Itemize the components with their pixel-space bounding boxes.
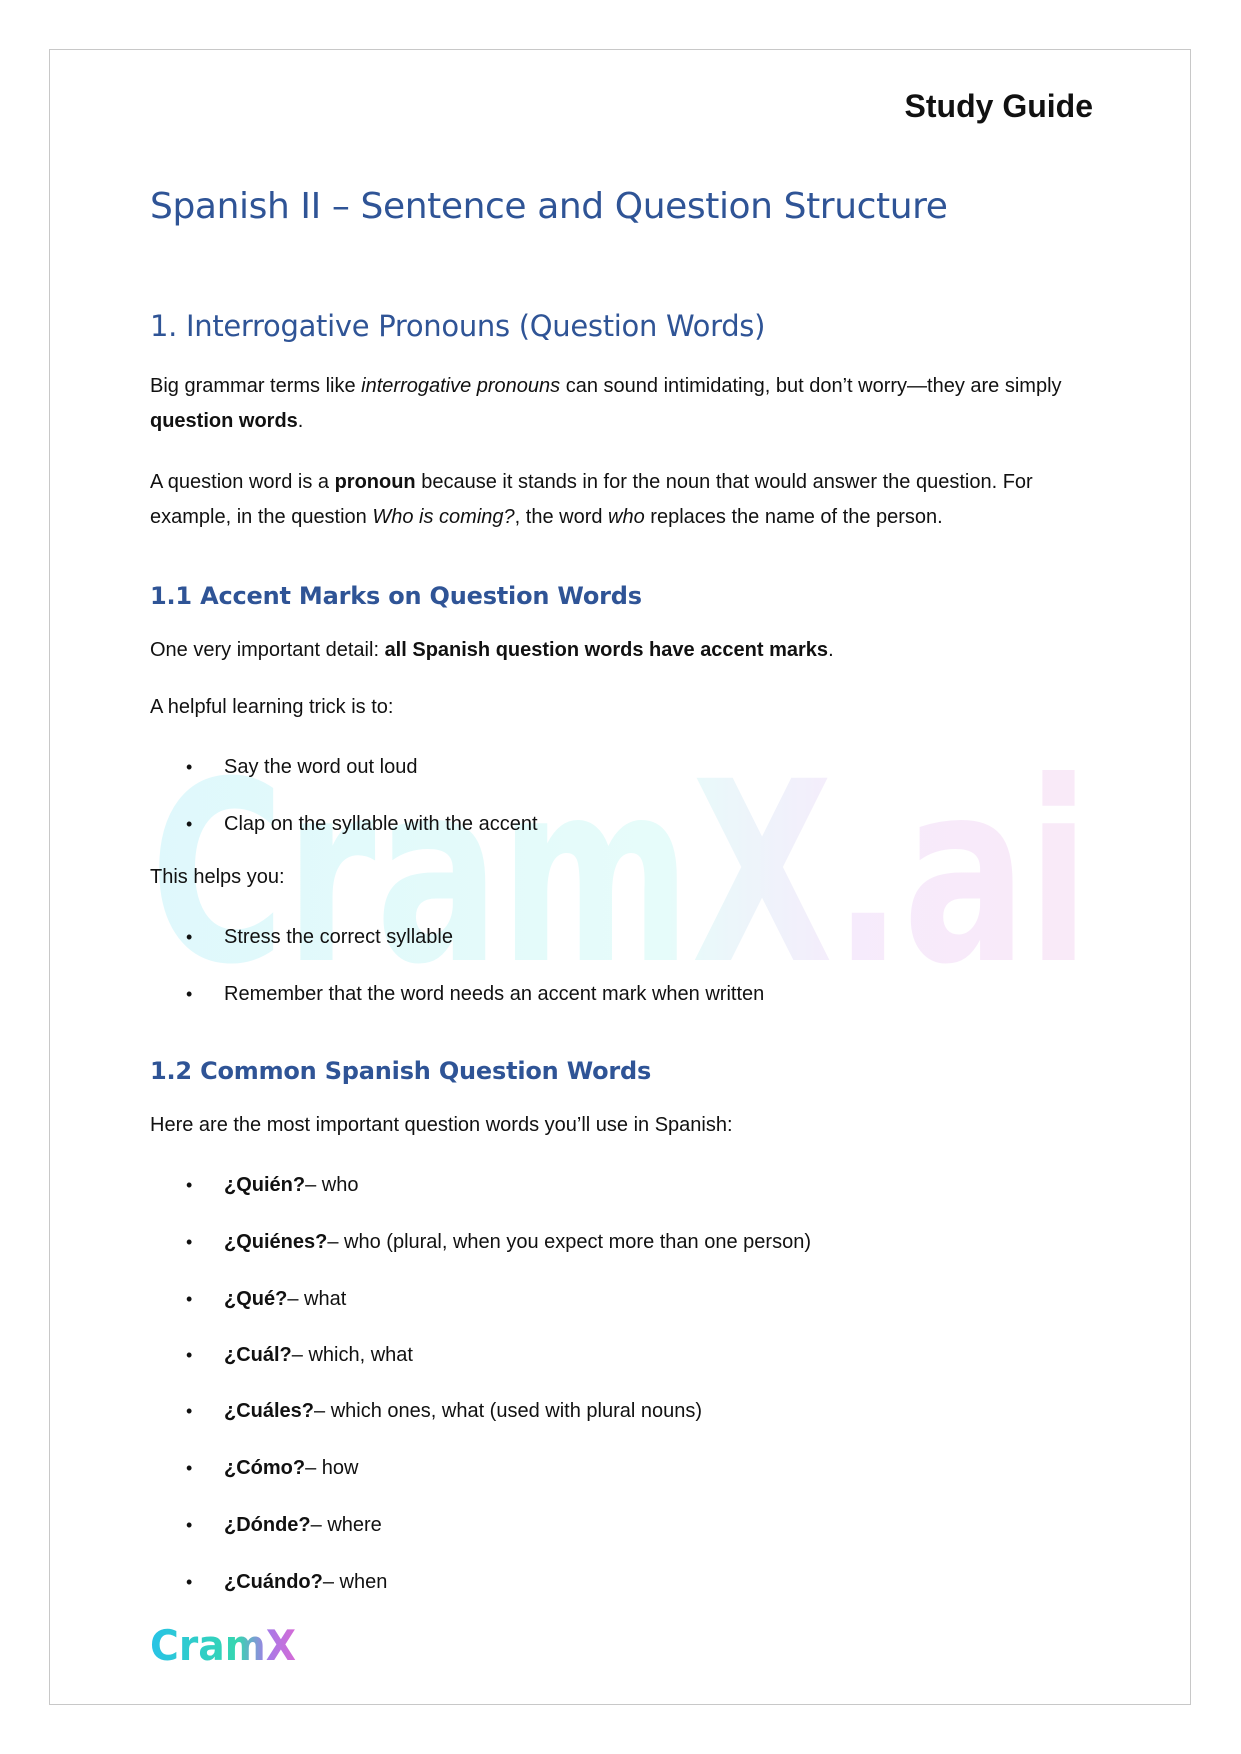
section-1-1-heading: 1.1 Accent Marks on Question Words [150, 582, 642, 610]
list-item: • Say the word out loud [186, 756, 418, 778]
section-1-1-paragraph-2: A helpful learning trick is to: [150, 696, 394, 718]
study-guide-label: Study Guide [904, 88, 1093, 124]
list-item: • ¿Cómo? – how [186, 1457, 359, 1479]
section-1-1-paragraph-3: This helps you: [150, 866, 285, 888]
list-item: • Clap on the syllable with the accent [186, 813, 538, 835]
logo-text: CramX [150, 1621, 296, 1668]
cramx-logo [150, 1620, 300, 1668]
section-1-2-heading: 1.2 Common Spanish Question Words [150, 1057, 652, 1085]
list-item: • ¿Quiénes? – who (plural, when you expect more than one person) [186, 1231, 811, 1253]
section-1-2-intro: Here are the most important question words you’ll use in Spanish: [150, 1114, 733, 1136]
list-item: • ¿Cuál? – which, what [186, 1344, 413, 1366]
section-1-heading: 1. Interrogative Pronouns (Question Words) [150, 309, 766, 343]
list-item: • ¿Cuándo? – when [186, 1571, 388, 1593]
list-item: • ¿Qué? – what [186, 1288, 347, 1310]
list-item: • Stress the correct syllable [186, 926, 453, 948]
section-1-paragraph-1: Big grammar terms like interrogative pronouns can sound intimidating, but don’t worry—they are simply question words. [150, 375, 1062, 432]
list-item: • ¿Dónde? – where [186, 1514, 382, 1536]
document-title: Spanish II – Sentence and Question Structure [150, 186, 948, 227]
list-item: • ¿Cuáles? – which ones, what (used with plural nouns) [186, 1400, 703, 1422]
watermark-text: CramX.ai [150, 755, 1090, 975]
list-item: • Remember that the word needs an accent mark when written [186, 983, 765, 1005]
section-1-1-paragraph-1: One very important detail: all Spanish question words have accent marks. [150, 639, 834, 661]
list-item: • ¿Quién? – who [186, 1174, 359, 1196]
section-1-paragraph-2: A question word is a pronoun because it stands in for the noun that would answer the question. For example, in the question Who is coming?, the word who replaces the name of the person. [150, 471, 1033, 528]
